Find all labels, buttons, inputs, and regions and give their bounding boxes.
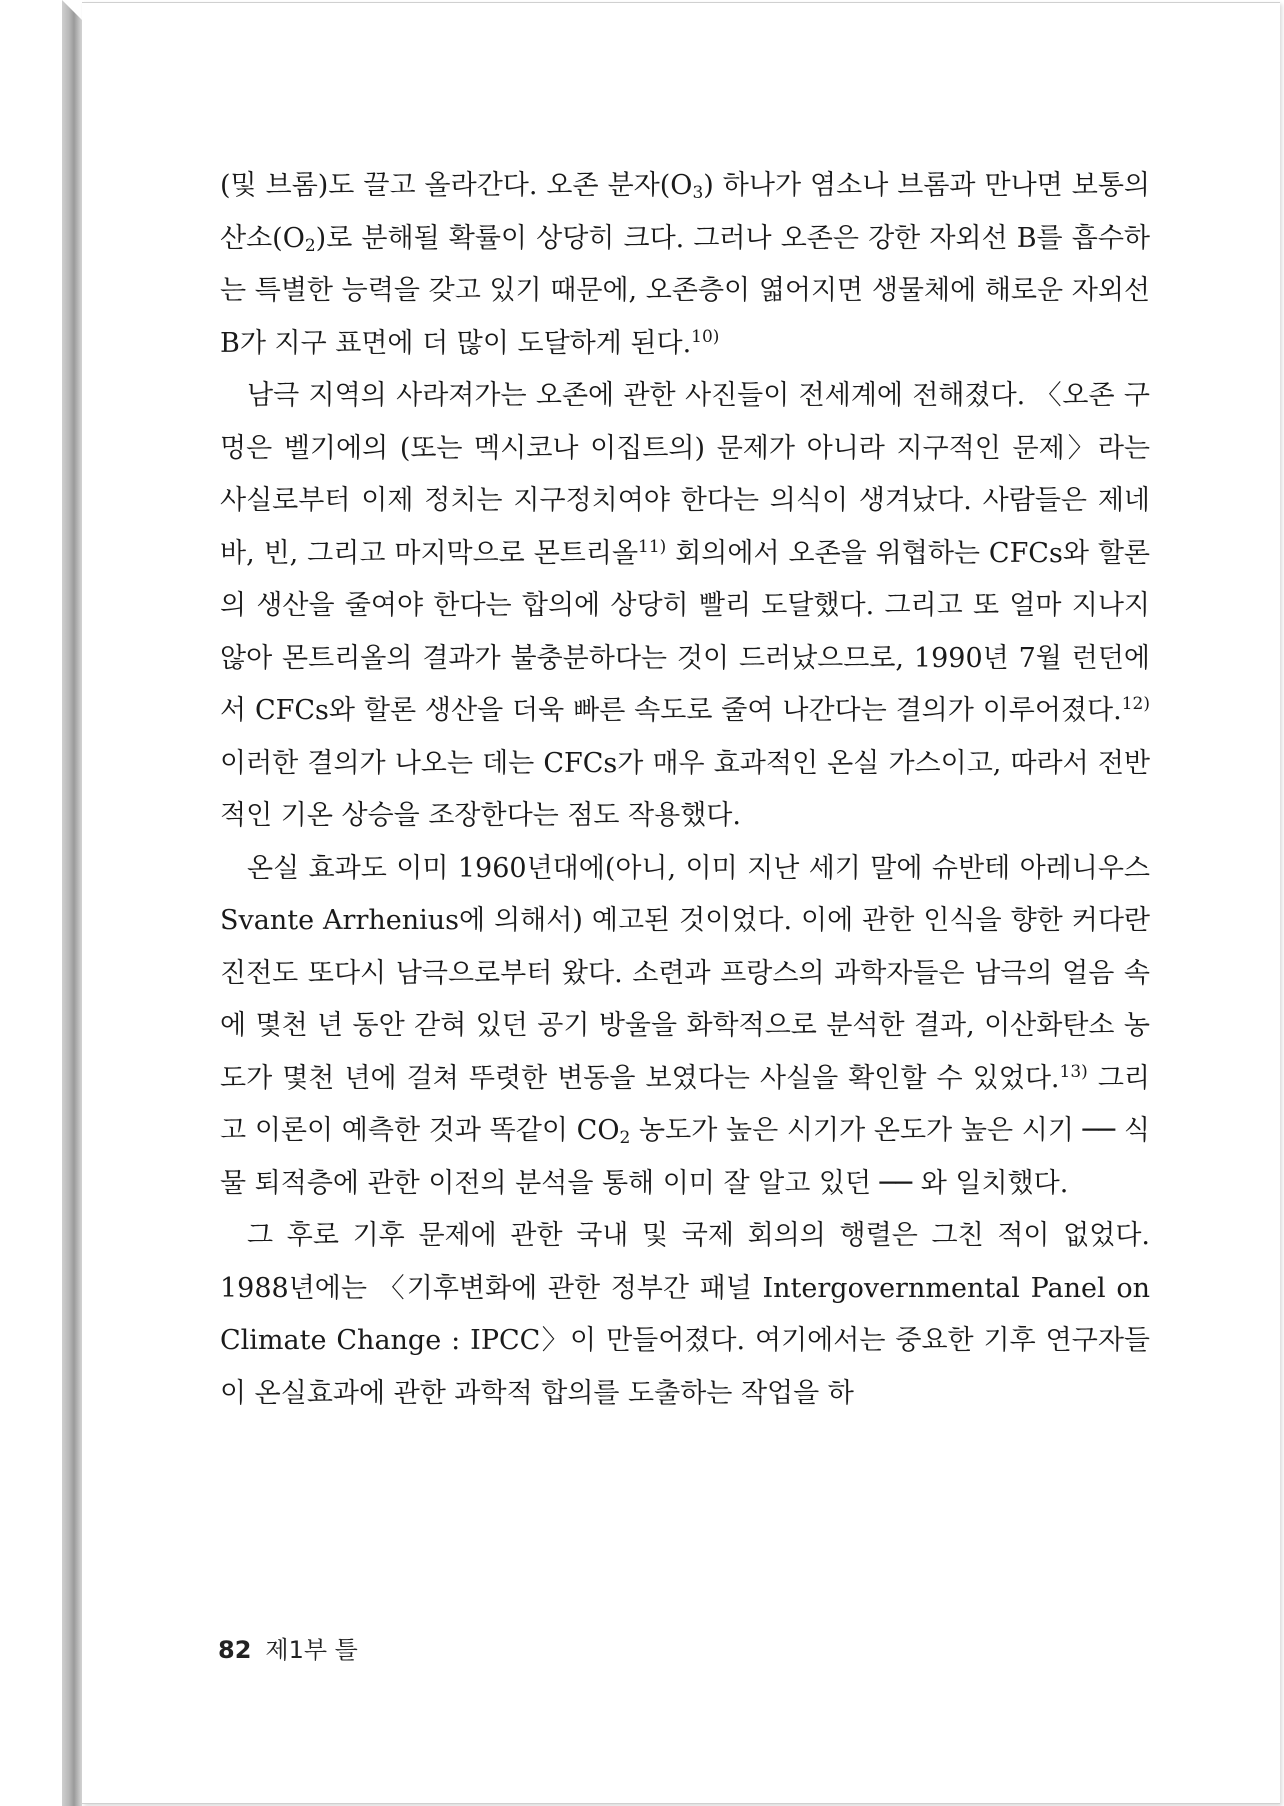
text-run: (및 브롬)도 끌고 올라간다. 오존 분자(O (220, 170, 693, 201)
subscript: 2 (619, 1128, 631, 1148)
section-title: 제1부 틀 (265, 1636, 358, 1664)
subscript: 3 (692, 183, 704, 203)
spine-corner (62, 0, 82, 20)
text-run: 그 후로 기후 문제에 관한 국내 및 국제 회의의 행렬은 그친 적이 없었다. 1988년에는 〈기후변화에 관한 정부간 패널 Intergovernmental Panel on Climate Change : IPCC〉이 만들어졌다. 여기에서는 중요한 기후 연구자들이 온실효과에 관한 과학적 합의를 도출하는 작업을 하 (220, 1220, 1150, 1409)
text-run: 온실 효과도 이미 1960년대에(아니, 이미 지난 세기 말에 슈반테 아레니우스 Svante Arrhenius에 의해서) 예고된 것이었다. 이에 관한 인식을 향한 커다란 진전도 또다시 남극으로부터 왔다. 소련과 프랑스의 과학자들은 남극의 얼음 속에 몇천 년 동안 갇혀 있던 공기 방울을 화학적으로 분석한 결과, 이산화탄소 농도가 몇천 년에 걸쳐 뚜렷한 변동을 보였다는 사실을 확인할 수 있었다. (220, 852, 1150, 1094)
paragraph (220, 843, 1150, 1211)
paragraph (220, 1210, 1150, 1420)
body-text (220, 160, 1150, 1420)
text-run: ) 하나가 염소나 브롬과 만나면 보통의 산소(O (220, 170, 1150, 254)
footnote-ref: 10) (691, 326, 720, 347)
paragraph (220, 370, 1150, 843)
subscript: 2 (304, 235, 316, 256)
footnote-ref: 13) (1059, 1061, 1088, 1082)
text-run: 회의에서 오존을 위협하는 CFCs와 할론의 생산을 줄여야 한다는 합의에 상당히 빨리 도달했다. 그리고 또 얼마 지나지 않아 몬트리올의 결과가 불충분하다는 것이 드러났으므로, 1990년 7월 런던에서 CFCs와 할론 생산을 더욱 빠른 속도로 줄여 나간다는 결의가 이루어졌다. (220, 537, 1150, 726)
footnote-ref: 11) (638, 536, 667, 557)
text-run: 그리고 이론이 예측한 것과 똑같이 CO (220, 1062, 1151, 1146)
paragraph (220, 160, 1150, 370)
page-footer (218, 1630, 358, 1665)
book-spine (62, 0, 82, 1806)
text-run: 이러한 결의가 나오는 데는 CFCs가 매우 효과적인 온실 가스이고, 따라서 전반적인 기온 상승을 조장한다는 점도 작용했다. (220, 747, 1150, 831)
text-run: 남극 지역의 사라져가는 오존에 관한 사진들이 전세계에 전해졌다. 〈오존 구멍은 벨기에의 (또는 멕시코나 이집트의) 문제가 아니라 지구적인 문제〉라는 사실로부터 이제 정치는 지구정치여야 한다는 의식이 생겨났다. 사람들은 제네바, 빈, 그리고 마지막으로 몬트리올 (220, 380, 1150, 569)
text-run: 농도가 높은 시기가 온도가 높은 시기 ── 식물 퇴적층에 관한 이전의 분석을 통해 이미 잘 알고 있던 ── 와 일치했다. (220, 1115, 1151, 1199)
footnote-ref: 12) (1121, 694, 1150, 714)
page-number: 82 (218, 1636, 252, 1664)
text-run: )로 분해될 확률이 상당히 크다. 그러나 오존은 강한 자외선 B를 흡수하는 특별한 능력을 갖고 있기 때문에, 오존층이 엷어지면 생물체에 해로운 자외선 B가 지구 표면에 더 많이 도달하게 된다. (220, 222, 1150, 359)
